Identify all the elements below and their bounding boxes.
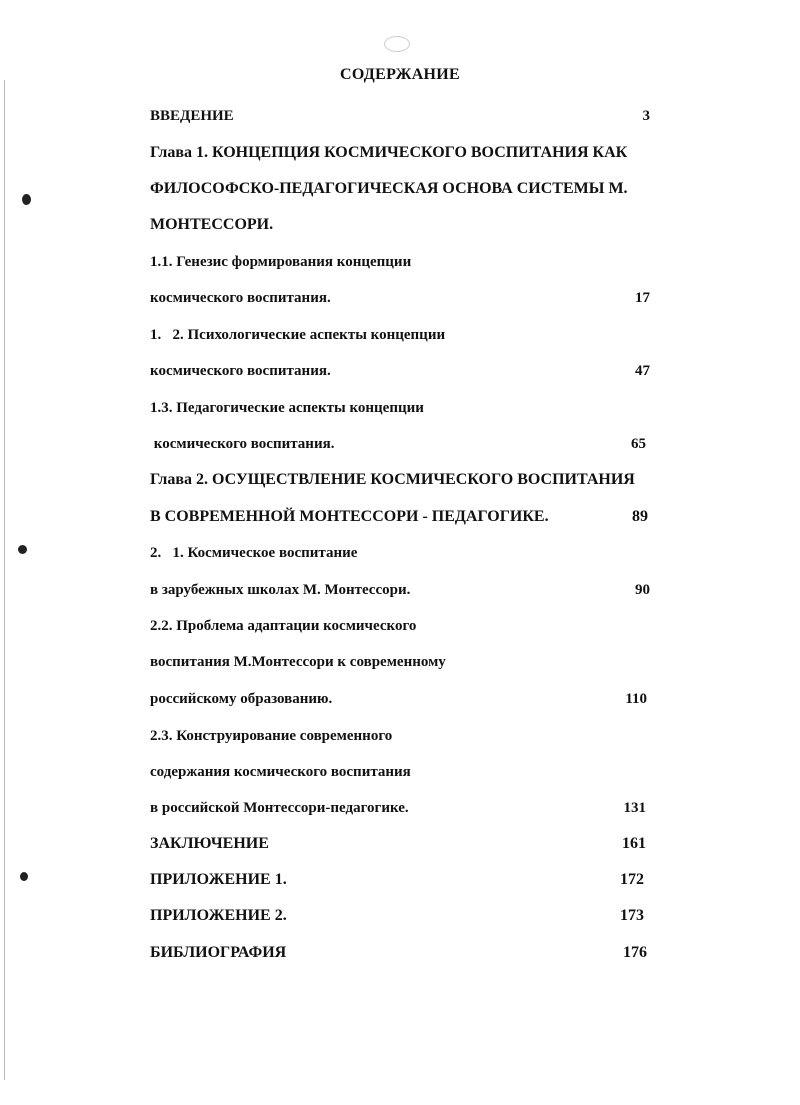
toc-entry-text: ПРИЛОЖЕНИЕ 1. xyxy=(150,871,287,888)
toc-entry-text: 1.1. Генезис формирования концепции xyxy=(150,254,412,270)
toc-page-number: 3 xyxy=(642,108,650,124)
scan-punch-hole-mark xyxy=(22,194,31,205)
toc-entry-text: 1.3. Педагогические аспекты концепции xyxy=(150,400,424,416)
toc-entry-text: космического воспитания. xyxy=(150,290,331,306)
toc-entry-text: МОНТЕССОРИ. xyxy=(150,216,274,233)
toc-section-1-2-line-2 xyxy=(150,361,650,381)
toc-section-2-3-line-3 xyxy=(150,798,650,818)
toc-section-2-3-line-2 xyxy=(150,762,650,782)
toc-entry-text: Глава 1. КОНЦЕПЦИЯ КОСМИЧЕСКОГО ВОСПИТАНИЯ КАК xyxy=(150,144,628,161)
toc-page-number: 47 xyxy=(635,363,650,379)
toc-page-number: 173 xyxy=(620,907,644,924)
toc-section-1-2-line-1 xyxy=(150,325,650,345)
toc-page-number: 161 xyxy=(622,835,646,852)
toc-page-number: 90 xyxy=(635,582,650,598)
toc-entry-text: ЗАКЛЮЧЕНИЕ xyxy=(150,835,269,852)
toc-entry-text: 2.2. Проблема адаптации космического xyxy=(150,618,417,634)
toc-page-number: 17 xyxy=(635,290,650,306)
toc-section-2-2-line-2 xyxy=(150,652,650,672)
toc-section-2-3-line-1 xyxy=(150,726,650,746)
toc-entry-text: Глава 2. ОСУЩЕСТВЛЕНИЕ КОСМИЧЕСКОГО ВОСПИТАНИЯ xyxy=(150,471,635,488)
toc-entry-text: содержания космического воспитания xyxy=(150,764,411,780)
toc-page-number: 110 xyxy=(625,691,647,707)
toc-section-2-1-line-1 xyxy=(150,543,650,563)
toc-section-2-2-line-1 xyxy=(150,616,650,636)
toc-chapter-1-line-3 xyxy=(150,215,650,235)
toc-entry-text: 2. 1. Космическое воспитание xyxy=(150,545,358,561)
toc-page-number: 131 xyxy=(623,800,646,816)
toc-entry-text: 2.3. Конструирование современного xyxy=(150,728,393,744)
scan-edge-line xyxy=(4,80,5,1080)
toc-entry-text: космического воспитания. xyxy=(150,436,335,452)
toc-entry-appendix-2 xyxy=(150,906,650,926)
toc-page-number: 176 xyxy=(623,944,647,961)
toc-section-1-3-line-2 xyxy=(150,434,650,454)
toc-entry-introduction xyxy=(150,106,650,126)
toc-entry-text: 1. 2. Психологические аспекты концепции xyxy=(150,327,446,343)
page-title: СОДЕРЖАНИЕ xyxy=(339,66,461,83)
toc-entry-text: в зарубежных школах М. Монтессори. xyxy=(150,582,411,598)
toc-entry-text: в российской Монтессори-педагогике. xyxy=(150,800,409,816)
toc-section-1-1-line-2 xyxy=(150,288,650,308)
toc-page-number: 172 xyxy=(620,871,644,888)
toc-section-2-2-line-3 xyxy=(150,689,650,709)
toc-section-1-1-line-1 xyxy=(150,252,650,272)
scan-punch-hole-mark xyxy=(20,872,28,881)
toc-chapter-1-line-1 xyxy=(150,143,650,163)
toc-entry-bibliography xyxy=(150,943,650,963)
toc-chapter-2-line-2 xyxy=(150,507,650,527)
toc-entry-text: воспитания М.Монтессори к современному xyxy=(150,654,446,670)
toc-entry-text: БИБЛИОГРАФИЯ xyxy=(150,944,287,961)
toc-section-2-1-line-2 xyxy=(150,580,650,600)
toc-page-number: 65 xyxy=(631,436,646,452)
toc-chapter-2-line-1 xyxy=(150,470,650,490)
toc-entry-text: ПРИЛОЖЕНИЕ 2. xyxy=(150,907,287,924)
toc-entry-text: российскому образованию. xyxy=(150,691,333,707)
toc-entry-text: В СОВРЕМЕННОЙ МОНТЕССОРИ - ПЕДАГОГИКЕ. xyxy=(150,508,549,525)
scan-punch-hole-mark xyxy=(18,545,27,554)
toc-entry-appendix-1 xyxy=(150,870,650,890)
toc-page-number: 89 xyxy=(632,508,648,525)
toc-entry-text: ФИЛОСОФСКО-ПЕДАГОГИЧЕСКАЯ ОСНОВА СИСТЕМЫ М. xyxy=(150,180,628,197)
toc-entry-text: космического воспитания. xyxy=(150,363,331,379)
toc-section-1-3-line-1 xyxy=(150,398,650,418)
faint-stamp-mark xyxy=(384,36,410,52)
toc-entry-text: ВВЕДЕНИЕ xyxy=(150,108,234,124)
toc-entry-conclusion xyxy=(150,834,650,854)
toc-chapter-1-line-2 xyxy=(150,179,650,199)
